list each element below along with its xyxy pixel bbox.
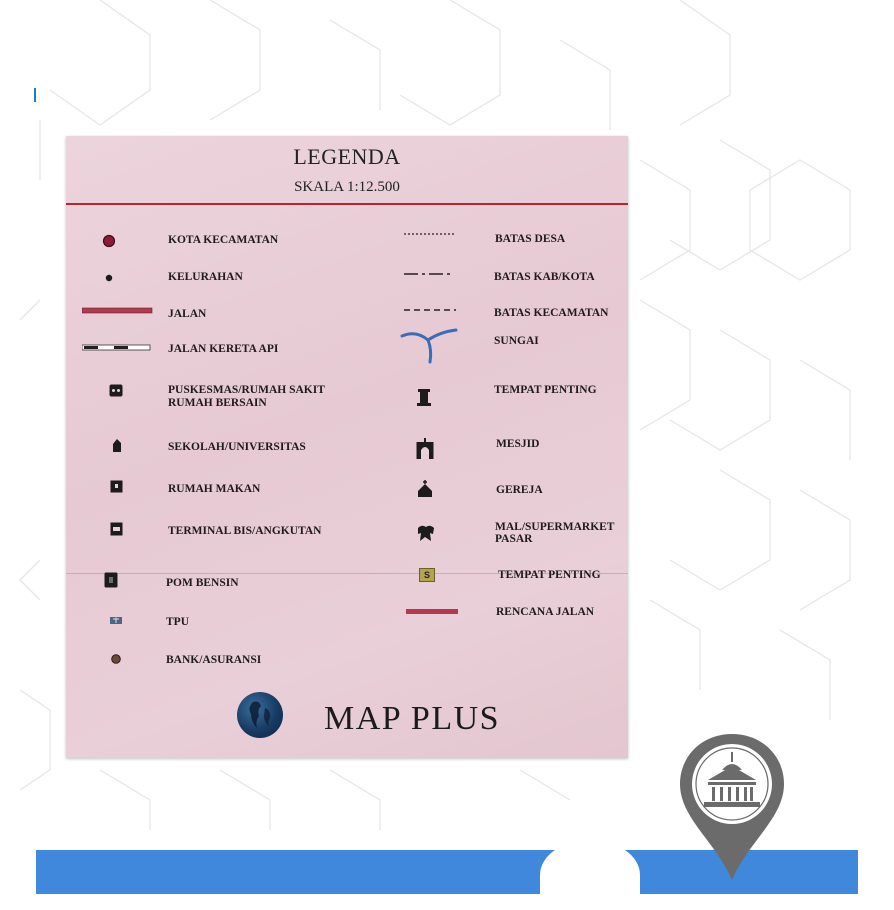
mall-market-icon bbox=[416, 524, 436, 542]
map-legend-card bbox=[66, 136, 628, 758]
legend-label-rencana-jalan: RENCANA JALAN bbox=[496, 606, 595, 618]
legend-label-mesjid: MESJID bbox=[496, 438, 540, 450]
legend-label-batas-desa: BATAS DESA bbox=[495, 233, 566, 245]
legend-label-tpu: TPU bbox=[166, 616, 189, 628]
mosque-icon bbox=[416, 438, 434, 460]
road-line-icon bbox=[82, 307, 154, 315]
legend-label-gereja: GEREJA bbox=[496, 484, 543, 496]
cemetery-icon bbox=[110, 616, 122, 625]
legend-label-jalan: JALAN bbox=[168, 308, 207, 320]
hospital-icon bbox=[109, 384, 123, 397]
legend-label-batas-kab-kota: BATAS KAB/KOTA bbox=[494, 271, 595, 283]
legend-label-tempat-penting-s: TEMPAT PENTING bbox=[498, 569, 601, 581]
legend-label-mal-supermarket: MAL/SUPERMARKET bbox=[495, 521, 615, 533]
gas-station-icon bbox=[104, 572, 118, 588]
legend-label-pasar: PASAR bbox=[495, 533, 533, 545]
restaurant-icon bbox=[110, 480, 123, 493]
legend-label-terminal: TERMINAL BIS/ANGKUTAN bbox=[168, 525, 322, 537]
district-boundary-icon bbox=[404, 308, 458, 312]
brand-name: MAP PLUS bbox=[324, 700, 501, 737]
landmark-icon bbox=[416, 387, 432, 407]
legend-label-kelurahan: KELURAHAN bbox=[168, 271, 243, 283]
school-icon bbox=[112, 439, 122, 453]
church-icon bbox=[416, 480, 434, 498]
river-icon bbox=[400, 328, 458, 364]
legend-label-jalan-kereta-api: JALAN KERETA API bbox=[168, 343, 279, 355]
legend-label-rumah-bersain: RUMAH BERSAIN bbox=[168, 397, 267, 409]
legend-label-pom-bensin: POM BENSIN bbox=[166, 577, 239, 589]
location-pin-building-icon bbox=[676, 732, 788, 882]
globe-logo-icon bbox=[237, 692, 283, 738]
footer-notch bbox=[540, 840, 640, 910]
village-dot-icon bbox=[105, 274, 113, 282]
legend-label-puskesmas: PUSKESMAS/RUMAH SAKIT bbox=[168, 384, 325, 396]
legend-label-tempat-penting: TEMPAT PENTING bbox=[494, 384, 597, 396]
important-place-s-icon: S bbox=[419, 568, 435, 582]
bus-terminal-icon bbox=[110, 522, 123, 536]
legend-title: LEGENDA bbox=[293, 144, 401, 169]
legend-label-sekolah: SEKOLAH/UNIVERSITAS bbox=[168, 441, 306, 453]
railway-line-icon bbox=[82, 344, 154, 352]
accent-mark bbox=[34, 88, 36, 102]
village-boundary-icon bbox=[404, 232, 458, 236]
legend-label-sungai: SUNGAI bbox=[494, 335, 539, 347]
legend-label-rumah-makan: RUMAH MAKAN bbox=[168, 483, 261, 495]
city-district-dot-icon bbox=[102, 234, 116, 248]
legend-label-kota-kecamatan: KOTA KECAMATAN bbox=[168, 234, 279, 246]
bank-icon bbox=[111, 654, 121, 664]
legend-scale: SKALA 1:12.500 bbox=[294, 179, 400, 195]
legend-label-bank: BANK/ASURANSI bbox=[166, 654, 262, 666]
planned-road-icon bbox=[406, 608, 460, 615]
regency-boundary-icon bbox=[404, 272, 454, 276]
title-divider bbox=[66, 203, 628, 205]
legend-label-batas-kecamatan: BATAS KECAMATAN bbox=[494, 307, 609, 319]
